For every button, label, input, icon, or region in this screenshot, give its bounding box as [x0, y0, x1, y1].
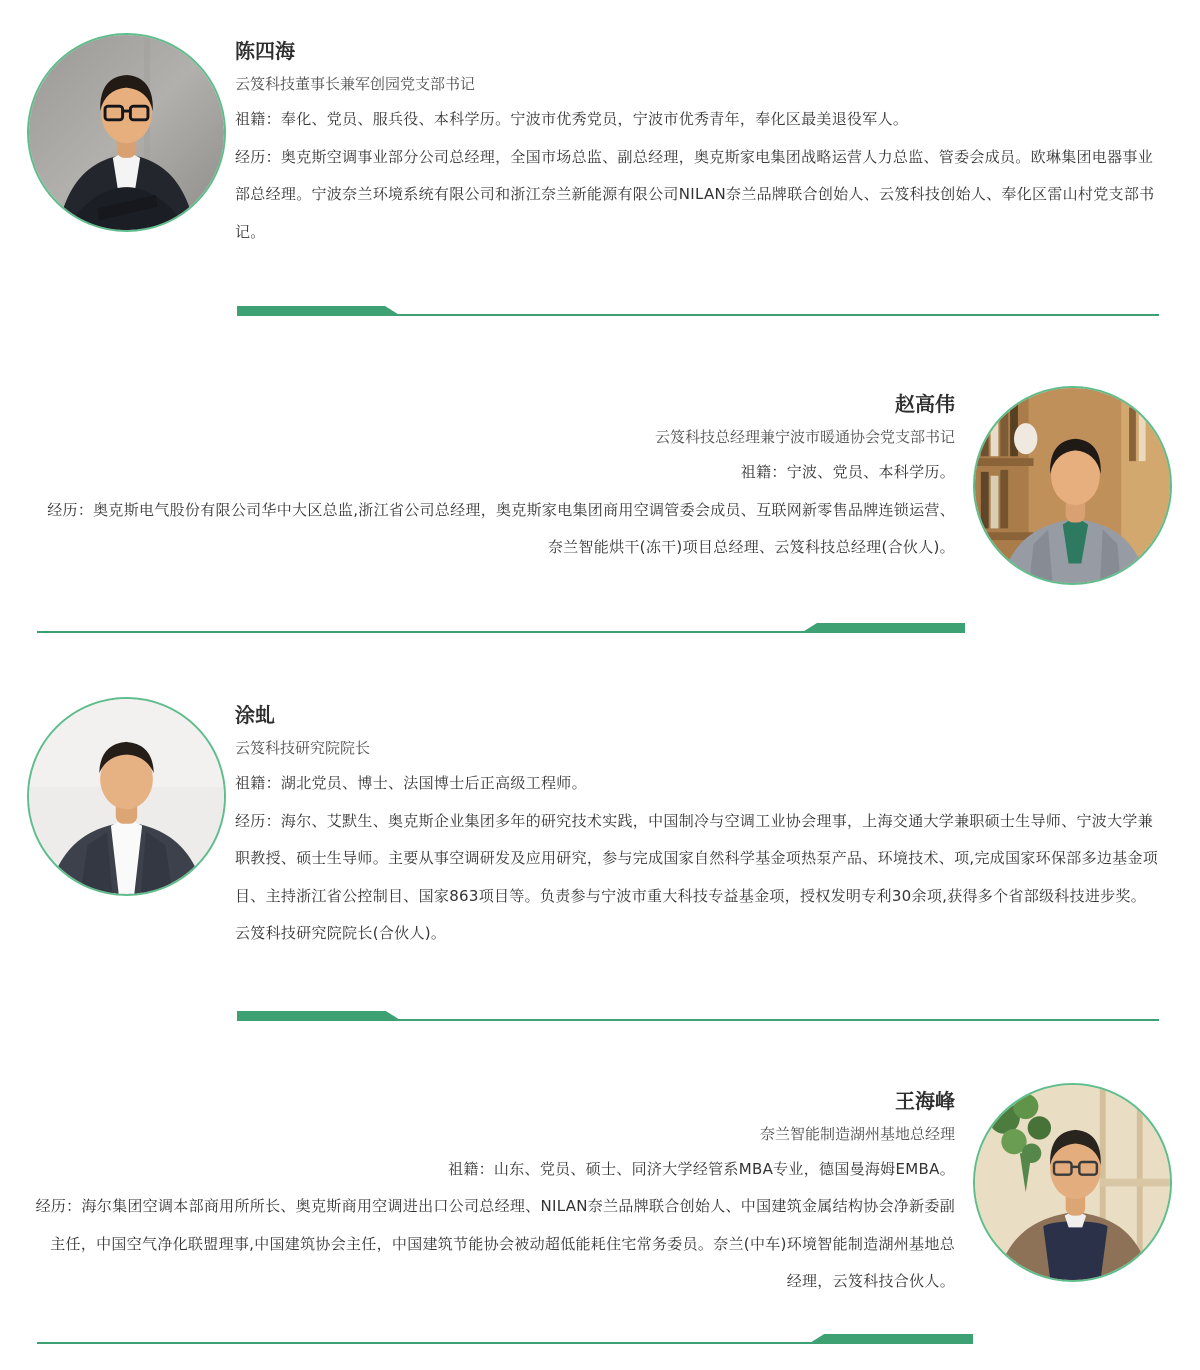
profile-photo-zhao-gaowei: [973, 386, 1172, 585]
section-divider: [37, 1334, 973, 1344]
profile-bio: [235, 765, 1160, 953]
profile-info: [35, 386, 955, 567]
profile-bio: [35, 454, 955, 567]
profile-photo-chen-sihai: [27, 33, 226, 232]
divider-accent-bar: [801, 623, 965, 633]
profile-experience-line: 经历：海尔、艾默生、奥克斯企业集团多年的研究技术实践，中国制冷与空调工业协会理事，上海交通大学兼职硕士生导师、宁波大学兼职教授、硕士生导师。主要从事空调研发及应用研究，参与完成国家自然科学基金项热泵产品、环境技术、项,完成国家环保部多边基金项目、主持浙江省公控制目、国家863项目等。负责参与宁波市重大科技专益基金项，授权发明专利30余项,获得多个省部级科技进步奖。云笈科技研究院院长(合伙人)。: [235, 811, 1159, 942]
profile-job-title: 云笈科技董事长兼军创园党支部书记: [235, 75, 476, 93]
profile-origin-line: 祖籍：奉化、党员、服兵役、本科学历。宁波市优秀党员，宁波市优秀青年，奉化区最美退役军人。: [235, 110, 909, 128]
photo-ring: [973, 1083, 1172, 1282]
profile-info: [35, 1083, 955, 1301]
profile-origin-line: 祖籍：山东、党员、硕士、同济大学经管系MBA专业，德国曼海姆EMBA。: [448, 1159, 955, 1178]
section-divider: [237, 306, 1159, 316]
profile-name: 赵高伟: [895, 392, 955, 416]
section-divider: [237, 1011, 1159, 1021]
portrait-man-bookshelf-icon: [975, 388, 1170, 583]
profile-origin-line: 祖籍：宁波、党员、本科学历。: [740, 463, 955, 481]
section-divider: [37, 623, 965, 633]
photo-ring: [973, 386, 1172, 585]
profile-photo-tu-qiu: [27, 697, 226, 896]
photo-ring: [27, 697, 226, 896]
profile-job-title: 云笈科技总经理兼宁波市暖通协会党支部书记: [654, 428, 955, 446]
profile-origin-line: 祖籍：湖北党员、博士、法国博士后正高级工程师。: [235, 774, 587, 792]
page-bottom-spacer: [0, 1344, 1200, 1370]
profile-experience-line: 经历：奥克斯电气股份有限公司华中大区总监,浙江省公司总经理，奥克斯家电集团商用空调管委会成员、互联网新零售品牌连锁运营、奈兰智能烘干(冻干)项目总经理、云笈科技总经理(合伙人)。: [47, 500, 955, 556]
profile-info: [235, 33, 1160, 251]
profile-bio: [235, 101, 1160, 251]
profile-name: 陈四海: [235, 39, 295, 63]
profile-bio: [35, 1151, 955, 1301]
profile-info: [235, 697, 1160, 953]
portrait-man-suit-icon: [29, 35, 224, 230]
profile-job-title: 奈兰智能制造湖州基地总经理: [759, 1124, 955, 1143]
profile-experience-line: 经历：海尔集团空调本部商用所所长、奥克斯商用空调进出口公司总经理、NILAN奈兰品牌联合创始人、中国建筑金属结构协会净新委副主任，中国空气净化联盟理事,中国建筑协会主任，中国建筑节能协会被动超低能耗住宅常务委员。奈兰(中车)环境智能制造湖州基地总经理，云笈科技合伙人。: [35, 1197, 955, 1290]
divider-accent-bar: [237, 1011, 401, 1021]
profile-name: 王海峰: [895, 1088, 955, 1113]
portrait-man-jacket-icon: [29, 699, 224, 894]
profile-name: 涂虬: [235, 703, 275, 727]
photo-ring: [27, 33, 226, 232]
profile-job-title: 云笈科技研究院院长: [235, 739, 371, 757]
profile-photo-wang-haifeng: [973, 1083, 1172, 1282]
profile-section-tu-qiu: [27, 697, 1160, 953]
portrait-man-plant-icon: [975, 1085, 1170, 1280]
divider-accent-bar: [237, 306, 401, 316]
profile-section-zhao-gaowei: [35, 386, 1172, 585]
divider-accent-bar: [809, 1334, 973, 1344]
profile-experience-line: 经历：奥克斯空调事业部分公司总经理，全国市场总监、副总经理，奥克斯家电集团战略运营人力总监、管委会成员。欧琳集团电器事业部总经理。宁波奈兰环境系统有限公司和浙江奈兰新能源有限公司NILAN奈兰品牌联合创始人、云笈科技创始人、奉化区雷山村党支部书记。: [235, 147, 1155, 241]
profile-section-wang-haifeng: [35, 1083, 1172, 1301]
profile-section-chen-sihai: [27, 33, 1160, 251]
